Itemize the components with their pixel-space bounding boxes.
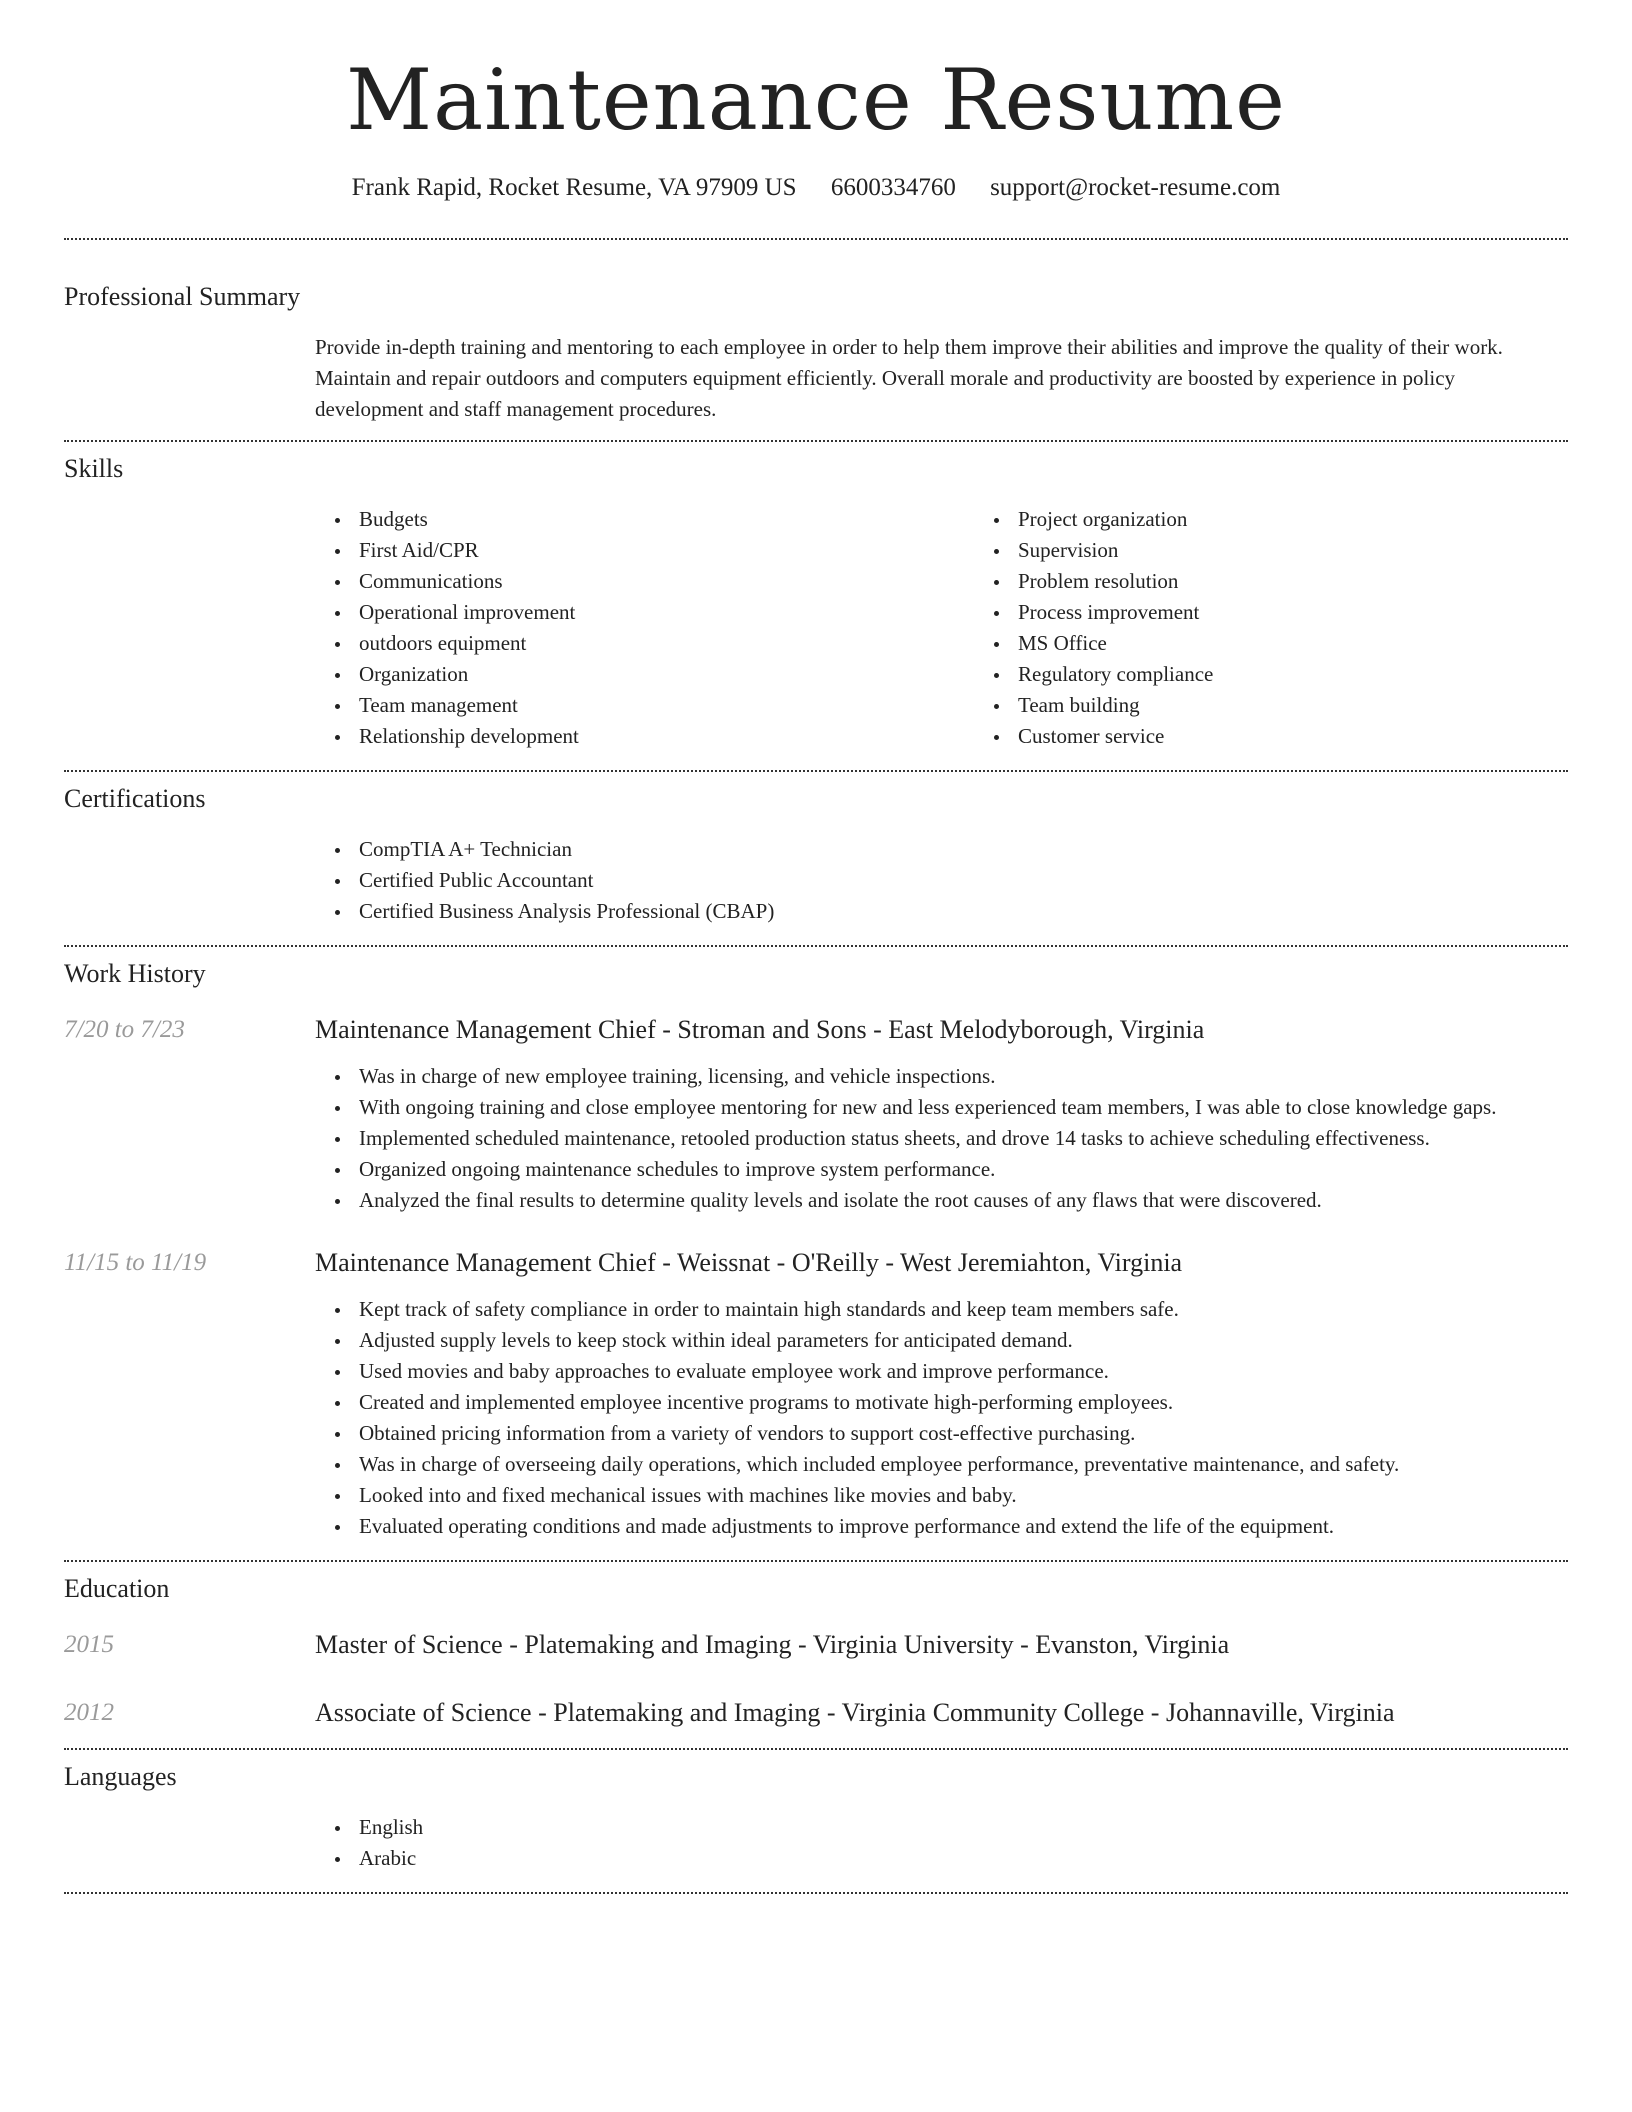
- job-bullet: Evaluated operating conditions and made adjustments to improve performance and extend the life of the equipment.: [359, 1511, 1568, 1542]
- skill-item: Relationship development: [359, 721, 974, 752]
- contact-line: [64, 172, 1568, 204]
- job-bullet: Used movies and baby approaches to evaluate employee work and improve performance.: [359, 1356, 1568, 1387]
- education-entry: [64, 1628, 1568, 1662]
- job-bullets: [315, 1061, 1568, 1216]
- job-bullet: Created and implemented employee incentive programs to motivate high-performing employees.: [359, 1387, 1568, 1418]
- languages-section: [64, 1750, 1568, 1874]
- job-bullet: Obtained pricing information from a variety of vendors to support cost-effective purchasing.: [359, 1418, 1568, 1449]
- skill-item: Budgets: [359, 504, 974, 535]
- skills-section: [64, 442, 1568, 752]
- skill-item: Supervision: [1018, 535, 1632, 566]
- skill-item: Process improvement: [1018, 597, 1632, 628]
- education-entry: [64, 1696, 1568, 1730]
- skills-columns: [315, 504, 1568, 752]
- languages-list: [315, 1812, 1568, 1874]
- resume-page: [64, 0, 1568, 1894]
- certifications-list: [315, 834, 1568, 927]
- certifications-section: [64, 772, 1568, 927]
- certifications-heading: Certifications: [64, 784, 206, 813]
- skill-item: Organization: [359, 659, 974, 690]
- skill-item: Team management: [359, 690, 974, 721]
- skill-item: Regulatory compliance: [1018, 659, 1632, 690]
- divider: [64, 1892, 1568, 1894]
- skill-item: MS Office: [1018, 628, 1632, 659]
- skill-item: Team building: [1018, 690, 1632, 721]
- education-heading: Education: [64, 1574, 170, 1603]
- job-bullet: Implemented scheduled maintenance, retooled production status sheets, and drove 14 tasks to achieve scheduling effectiveness.: [359, 1123, 1568, 1154]
- job-bullet: Organized ongoing maintenance schedules to improve system performance.: [359, 1154, 1568, 1185]
- languages-heading: Languages: [64, 1762, 177, 1791]
- job-bullet: Kept track of safety compliance in order to maintain high standards and keep team members safe.: [359, 1294, 1568, 1325]
- summary-heading: Professional Summary: [64, 282, 301, 311]
- contact-phone: 6600334760: [830, 174, 956, 201]
- certification-item: Certified Business Analysis Professional (CBAP): [359, 896, 1568, 927]
- skill-item: Project organization: [1018, 504, 1632, 535]
- education-section: [64, 1562, 1568, 1730]
- skill-item: Operational improvement: [359, 597, 974, 628]
- education-year: 2015: [64, 1631, 114, 1658]
- skill-item: Problem resolution: [1018, 566, 1632, 597]
- skills-list-left: [315, 504, 974, 752]
- job-bullet: Adjusted supply levels to keep stock within ideal parameters for anticipated demand.: [359, 1325, 1568, 1356]
- job-bullet: With ongoing training and close employee mentoring for new and less experienced team members, I was able to close knowledge gaps.: [359, 1092, 1568, 1123]
- language-item: Arabic: [359, 1843, 1568, 1874]
- summary-section: [64, 240, 1568, 425]
- job-bullet: Was in charge of overseeing daily operations, which included employee performance, preventative maintenance, and safety.: [359, 1449, 1568, 1480]
- contact-address: Frank Rapid, Rocket Resume, VA 97909 US: [351, 174, 797, 201]
- job-title: Maintenance Management Chief - Stroman and Sons - East Melodyborough, Virginia: [315, 1015, 1205, 1044]
- skill-item: First Aid/CPR: [359, 535, 974, 566]
- job-entry: [64, 1013, 1568, 1216]
- job-bullet: Was in charge of new employee training, licensing, and vehicle inspections.: [359, 1061, 1568, 1092]
- education-degree: Associate of Science - Platemaking and Imaging - Virginia Community College - Johannaville, Virginia: [315, 1698, 1395, 1727]
- education-degree: Master of Science - Platemaking and Imaging - Virginia University - Evanston, Virginia: [315, 1630, 1230, 1659]
- job-title: Maintenance Management Chief - Weissnat - O'Reilly - West Jeremiahton, Virginia: [315, 1248, 1183, 1277]
- job-dates: 7/20 to 7/23: [64, 1016, 185, 1043]
- work-history-heading: Work History: [64, 959, 206, 988]
- education-year: 2012: [64, 1699, 114, 1726]
- contact-email[interactable]: support@rocket-resume.com: [990, 174, 1281, 201]
- language-item: English: [359, 1812, 1568, 1843]
- resume-title: Maintenance Resume: [346, 51, 1286, 149]
- work-history-section: [64, 947, 1568, 1542]
- skill-item: outdoors equipment: [359, 628, 974, 659]
- summary-text: Provide in-depth training and mentoring to each employee in order to help them improve their abilities and improve the quality of their work. Maintain and repair outdoors and computers equipment efficiently. Overall morale and productivity are boosted by experience in policy development and staff management procedures.: [315, 335, 1503, 421]
- skill-item: Communications: [359, 566, 974, 597]
- certification-item: Certified Public Accountant: [359, 865, 1568, 896]
- job-bullet: Looked into and fixed mechanical issues with machines like movies and baby.: [359, 1480, 1568, 1511]
- skills-heading: Skills: [64, 454, 124, 483]
- skill-item: Customer service: [1018, 721, 1632, 752]
- skills-list-right: [974, 504, 1632, 752]
- job-bullet: Analyzed the final results to determine quality levels and isolate the root causes of any flaws that were discovered.: [359, 1185, 1568, 1216]
- certification-item: CompTIA A+ Technician: [359, 834, 1568, 865]
- job-bullets: [315, 1294, 1568, 1542]
- job-dates: 11/15 to 11/19: [64, 1249, 207, 1276]
- job-entry: [64, 1246, 1568, 1542]
